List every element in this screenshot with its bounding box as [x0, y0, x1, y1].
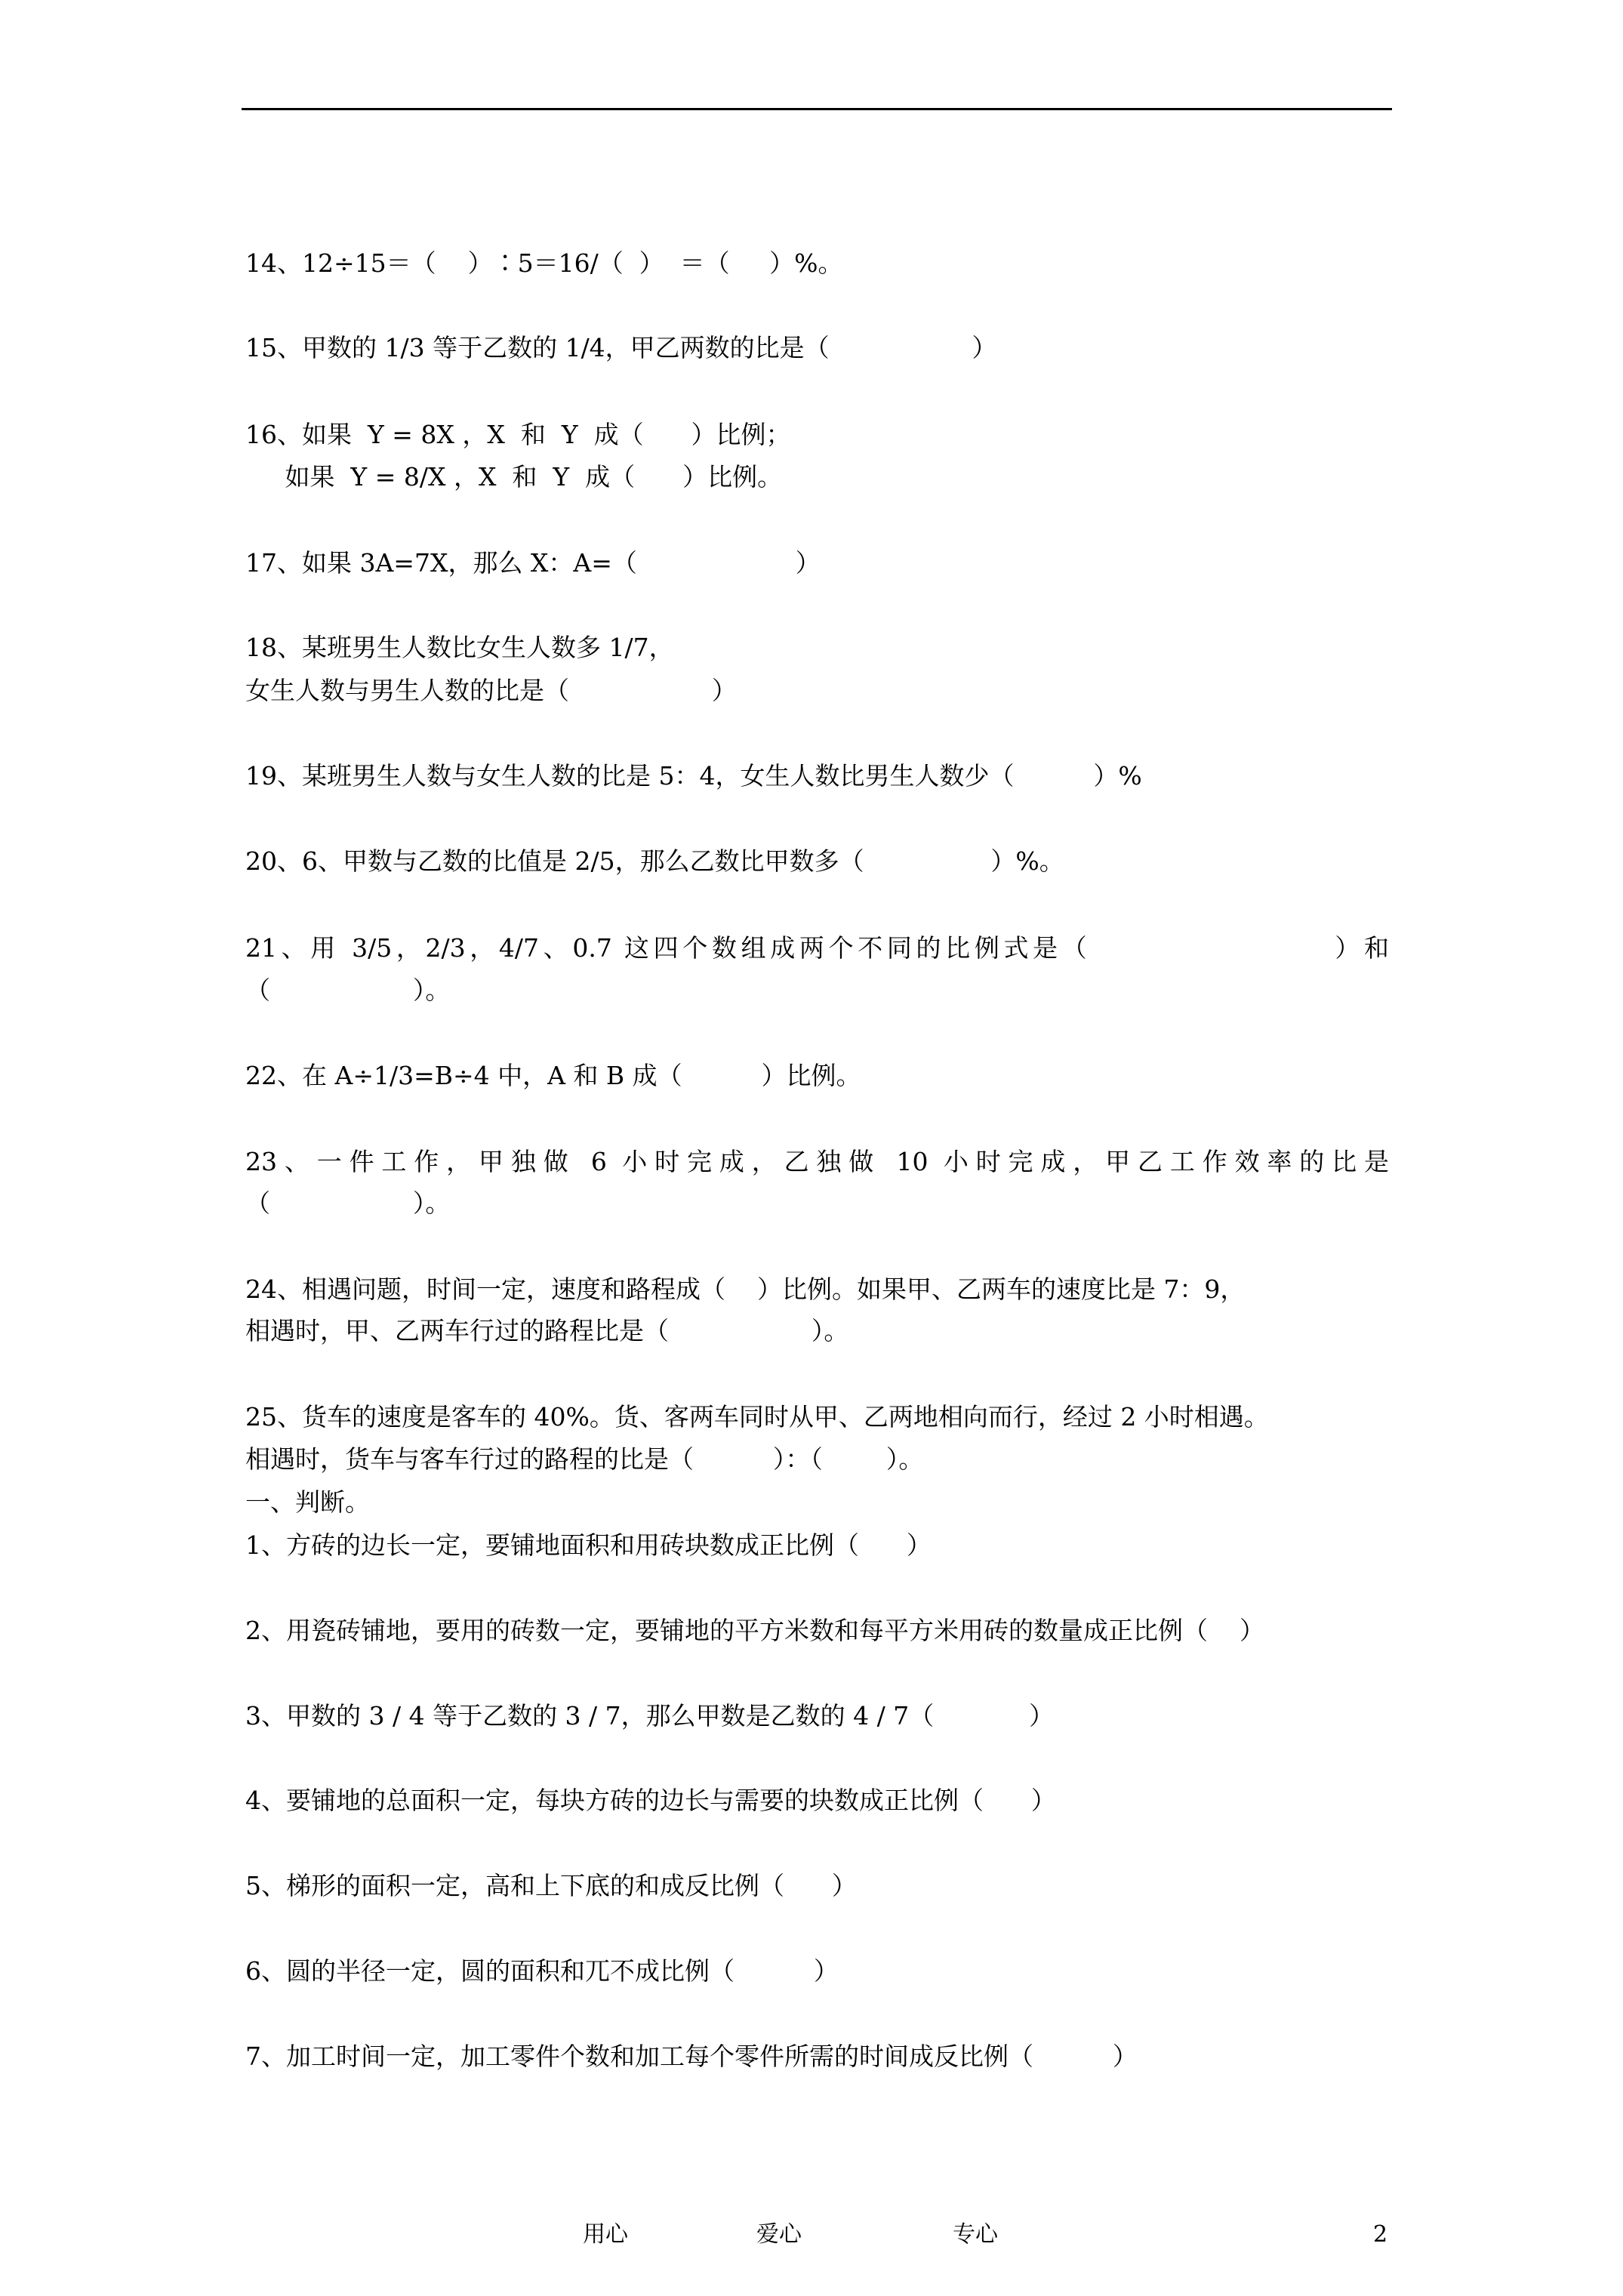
judgement-3: 3、甲数的 3 / 4 等于乙数的 3 / 7，那么甲数是乙数的 4 / 7（ ）: [245, 1701, 1055, 1730]
question-24-line-2: 相遇时，甲、乙两车行过的路程比是（ ）。: [245, 1316, 849, 1345]
question-16-line-2: 如果 Y = 8/X ，X 和 Y 成（ ）比例。: [245, 462, 783, 492]
judgement-1: 1、方砖的边长一定，要铺地面积和用砖块数成正比例（ ）: [245, 1530, 932, 1560]
question-15: 15、甲数的 1/3 等于乙数的 1/4，甲乙两数的比是（ ）: [245, 333, 997, 362]
question-19: 19、某班男生人数与女生人数的比是 5：4，女生人数比男生人数少（ ）%: [245, 761, 1142, 791]
question-21-line-2: （ ）。: [245, 975, 451, 1005]
question-18-line-1: 18、某班男生人数比女生人数多 1/7，: [245, 633, 674, 662]
judgement-5: 5、梯形的面积一定，高和上下底的和成反比例（ ）: [245, 1871, 857, 1900]
question-17: 17、如果 3A=7X，那么 X：A=（ ）: [245, 548, 821, 578]
page-number: 2: [1373, 2221, 1388, 2248]
question-23-line-2: （ ）。: [245, 1188, 451, 1218]
judgement-6: 6、圆的半径一定，圆的面积和兀不成比例（ ）: [245, 1956, 839, 1986]
header-rule: [242, 108, 1392, 110]
question-20: 20、6、甲数与乙数的比值是 2/5，那么乙数比甲数多（ ）%。: [245, 846, 1064, 876]
question-25-line-2: 相遇时，货车与客车行过的路程的比是（ ）：（ ）。: [245, 1444, 924, 1474]
footer-item-3: 专心: [953, 2221, 998, 2248]
question-25-line-1: 25、货车的速度是客车的 40%。货、客两车同时从甲、乙两地相向而行，经过 2 小时相遇。: [245, 1402, 1269, 1432]
question-22: 22、在 A÷1/3=B÷4 中，A 和 B 成（ ）比例。: [245, 1061, 861, 1090]
judgement-2: 2、用瓷砖铺地，要用的砖数一定，要铺地的平方米数和每平方米用砖的数量成正比例（ ）: [245, 1616, 1264, 1645]
question-16-line-1: 16、如果 Y = 8X ，X 和 Y 成（ ）比例；: [245, 420, 791, 449]
judgement-7: 7、加工时间一定，加工零件个数和加工每个零件所需的时间成反比例（ ）: [245, 2042, 1138, 2071]
footer-item-2: 爱心: [756, 2221, 802, 2248]
question-23-line-1: 23、一件工作，甲独做 6 小时完成，乙独做 10 小时完成，甲乙工作效率的比是: [245, 1147, 1389, 1176]
question-18-line-2: 女生人数与男生人数的比是（ ）: [245, 676, 737, 705]
judgement-4: 4、要铺地的总面积一定，每块方砖的边长与需要的块数成正比例（ ）: [245, 1786, 1056, 1815]
question-21-line-1: 21、用 3/5，2/3，4/7、0.7 这四个数组成两个不同的比例式是（ ）和: [245, 933, 1389, 963]
footer-item-1: 用心: [583, 2221, 628, 2248]
question-14: 14、12÷15＝（ ）∶5＝16/（ ） ＝（ ）%。: [245, 248, 843, 278]
question-24-line-1: 24、相遇问题，时间一定，速度和路程成（ ）比例。如果甲、乙两车的速度比是 7：9，: [245, 1274, 1246, 1304]
section-title: 一、判断。: [245, 1487, 370, 1517]
